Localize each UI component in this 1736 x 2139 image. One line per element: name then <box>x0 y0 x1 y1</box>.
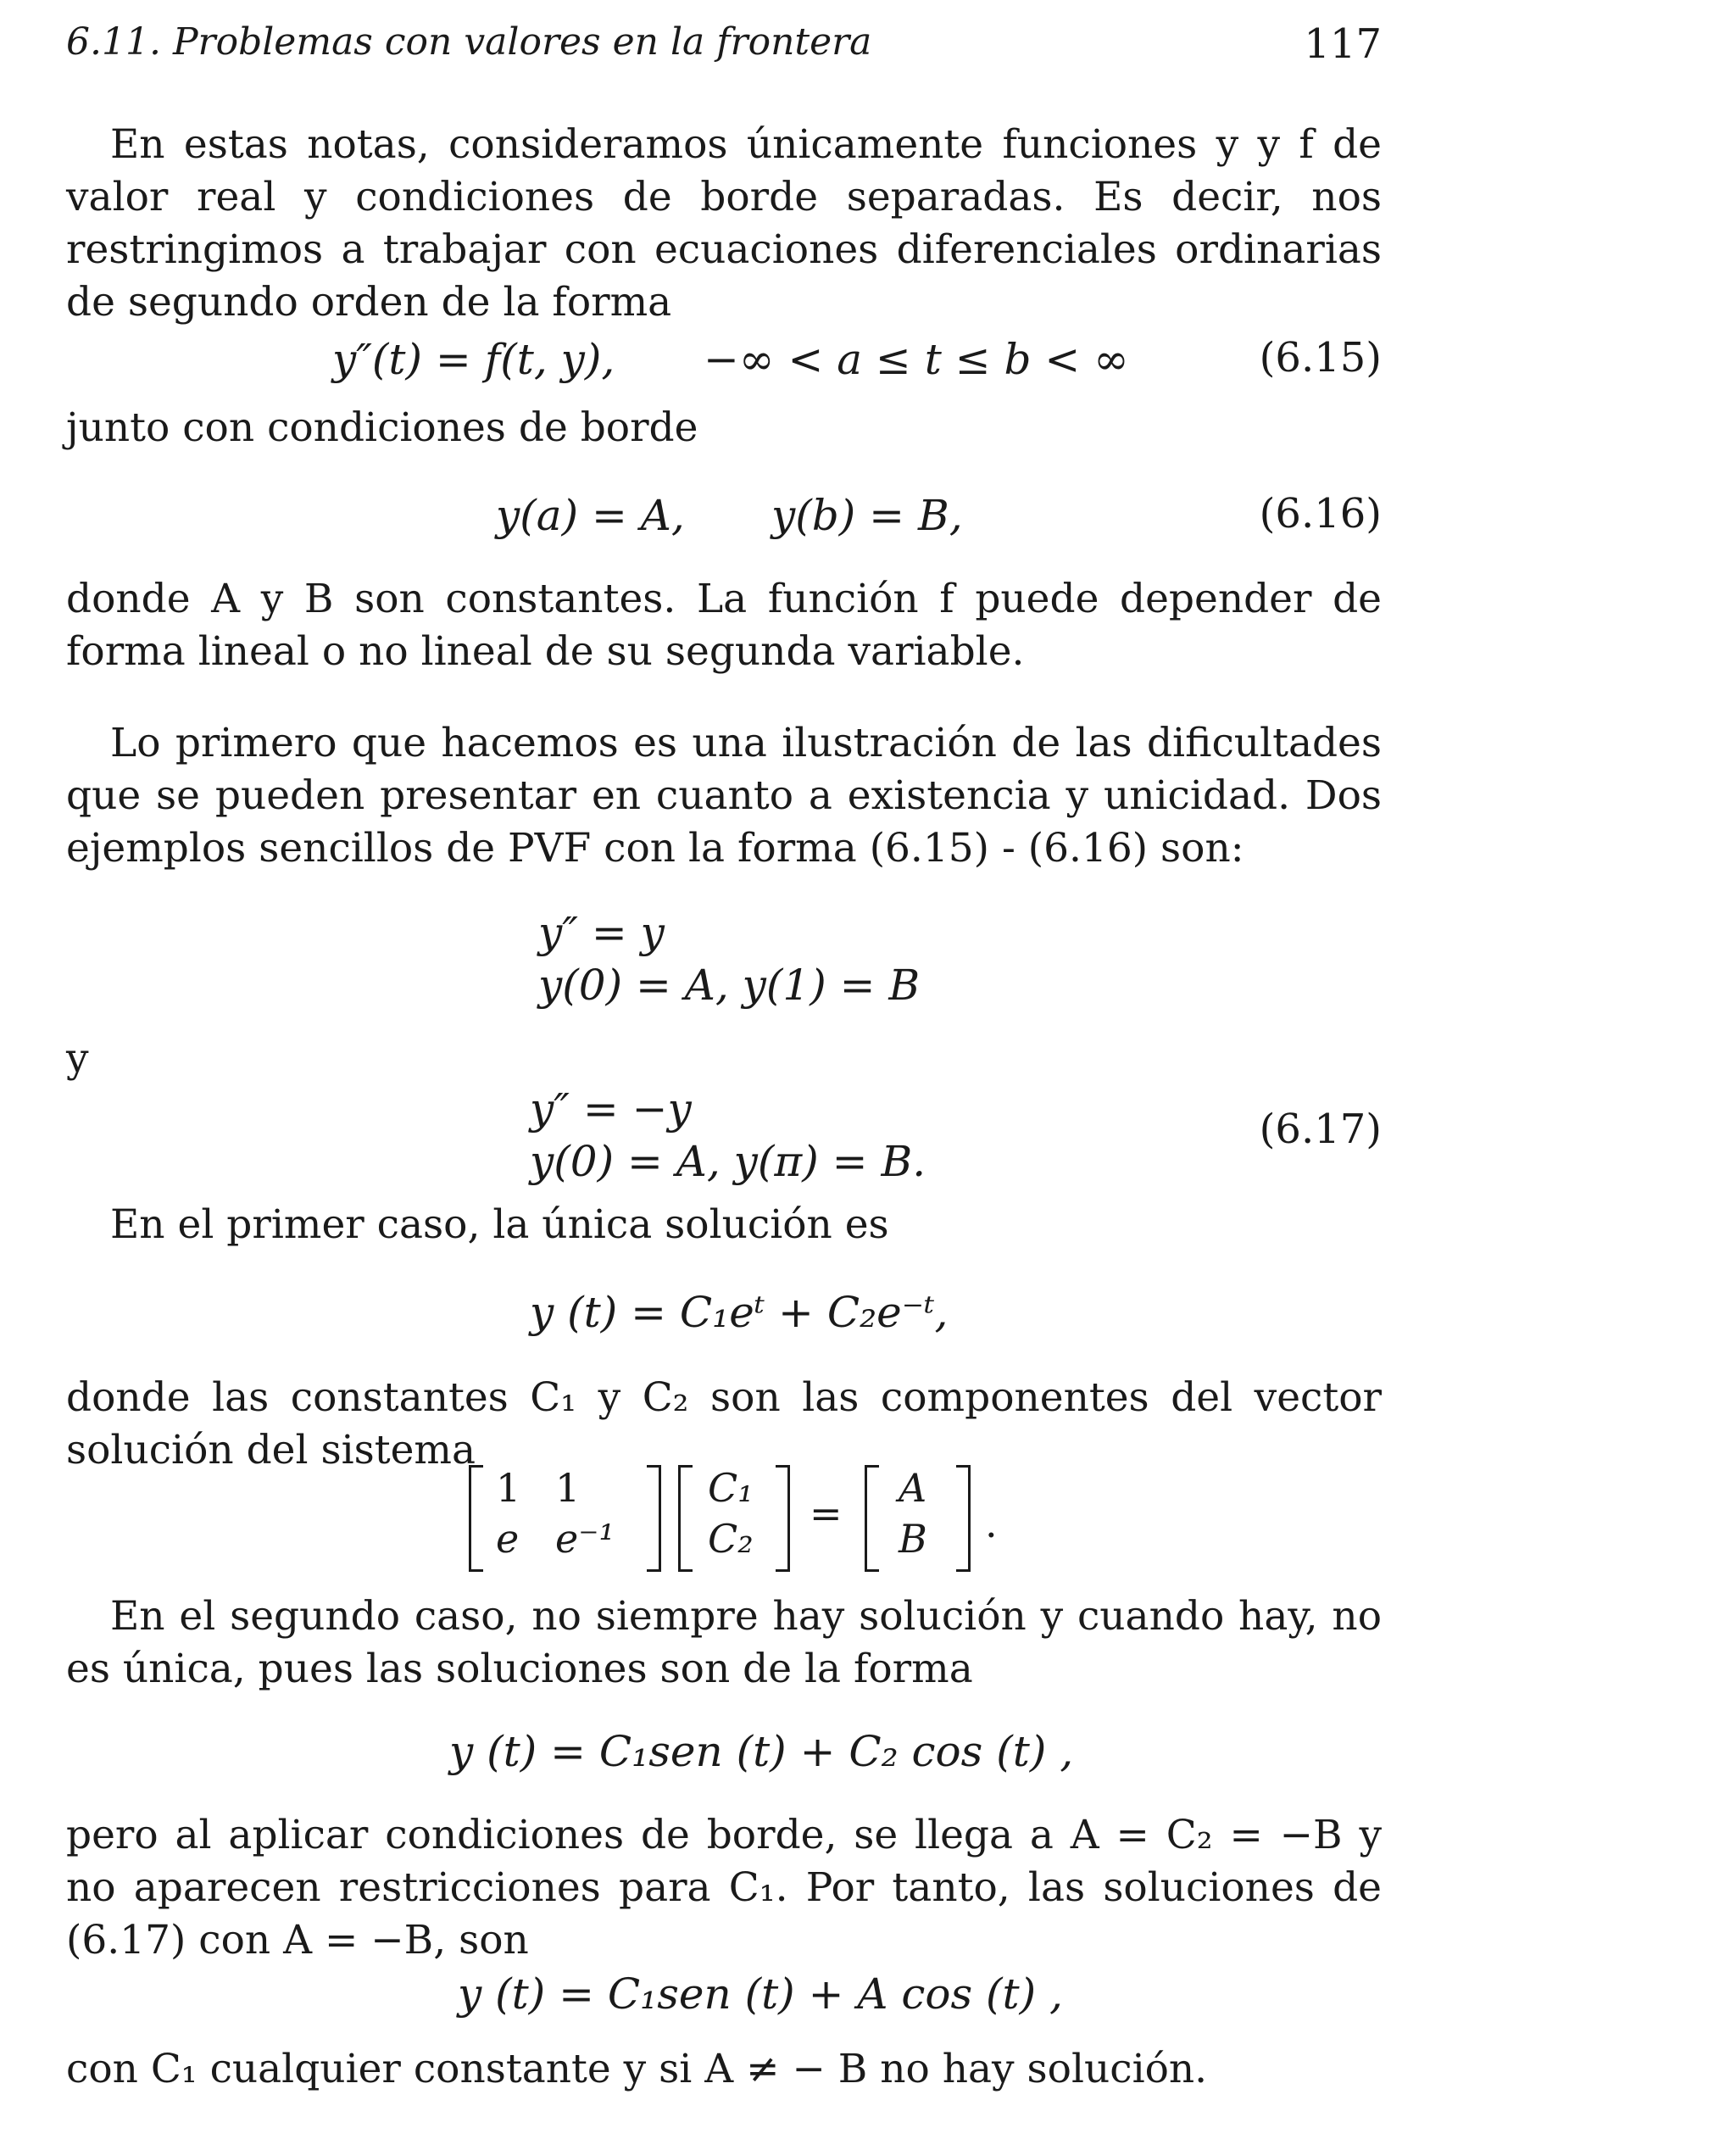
right-bracket-A <box>647 1465 661 1572</box>
system1-line1: y″ = y <box>538 908 665 957</box>
matrix-x1: C₁ <box>708 1465 754 1511</box>
paragraph-second-case: En el segundo caso, no siempre hay solución y cuando hay, no es única, pues las soluciones son de la forma <box>66 1593 1382 1692</box>
paragraph-difficulties: Lo primero que hacemos es una ilustración de las dificultades que se pueden presentar en cuanto a existencia y unicidad. Dos ejemplos sencillos de PVF con la forma (6.15) - (6.16) son: <box>66 720 1382 872</box>
paragraph-conclusion: con C₁ cualquier constante y si A ≠ − B no hay solución. <box>66 2046 1208 2092</box>
left-bracket-A <box>469 1465 483 1572</box>
matrix-a21: e <box>496 1516 520 1562</box>
equation-number-6-17: (6.17) <box>1259 1106 1382 1153</box>
system2-line2: y(0) = A, y(π) = B. <box>530 1137 926 1186</box>
matrix-a11: 1 <box>496 1465 521 1511</box>
right-bracket-b <box>956 1465 971 1572</box>
equation-solution-second-case: y (t) = C₁sen (t) + C₂ cos (t) , <box>449 1727 1074 1776</box>
equation-number-6-16: (6.16) <box>1259 490 1382 538</box>
system2-line1: y″ = −y <box>530 1084 692 1134</box>
matrix-a12: 1 <box>555 1465 581 1511</box>
equation-6-16-left: y(a) = A, <box>496 491 685 540</box>
system1-line2: y(0) = A, y(1) = B <box>538 961 921 1010</box>
paragraph-intro: En estas notas, consideramos únicamente funciones y y f de valor real y condiciones de borde separadas. Es decir, nos restringimos a trabajar con ecuaciones diferenciales ordinarias de segundo orden de la forma <box>66 121 1382 326</box>
left-bracket-b <box>865 1465 879 1572</box>
paragraph-boundary-application: pero al aplicar condiciones de borde, se llega a A = C₂ = −B y no aparecen restricciones para C₁. Por tanto, las soluciones de (6.17) con A = −B, son <box>66 1812 1382 1964</box>
matrix-x2: C₂ <box>708 1516 754 1562</box>
matrix-equals: = <box>810 1490 843 1536</box>
equation-solution-general: y (t) = C₁sen (t) + A cos (t) , <box>458 1969 1063 2019</box>
running-header: 6.11. Problemas con valores en la frontera <box>66 20 872 64</box>
matrix-period: . <box>985 1501 998 1546</box>
paragraph-boundary-conditions: junto con condiciones de borde <box>66 404 698 451</box>
left-bracket-x <box>678 1465 693 1572</box>
paragraph-first-case: En el primer caso, la única solución es <box>110 1201 889 1248</box>
paragraph-constants: donde A y B son constantes. La función f puede depender de forma lineal o no lineal de su segunda variable. <box>66 576 1382 675</box>
equation-number-6-15: (6.15) <box>1259 334 1382 382</box>
equation-solution-first-case: y (t) = C₁eᵗ + C₂e⁻ᵗ, <box>530 1288 949 1337</box>
paragraph-vector-solution: donde las constantes C₁ y C₂ son las componentes del vector solución del sistema <box>66 1374 1382 1473</box>
equation-6-16-right: y(b) = B, <box>771 491 963 540</box>
conjunction-y: y <box>66 1035 89 1082</box>
matrix-b1: A <box>899 1465 927 1511</box>
matrix-b2: B <box>899 1516 927 1562</box>
equation-6-15-right: −∞ < a ≤ t ≤ b < ∞ <box>704 335 1129 384</box>
page-number: 117 <box>1304 20 1382 68</box>
matrix-a22: e⁻¹ <box>555 1516 615 1562</box>
right-bracket-x <box>776 1465 790 1572</box>
equation-6-15-left: y″(t) = f(t, y), <box>332 335 615 384</box>
